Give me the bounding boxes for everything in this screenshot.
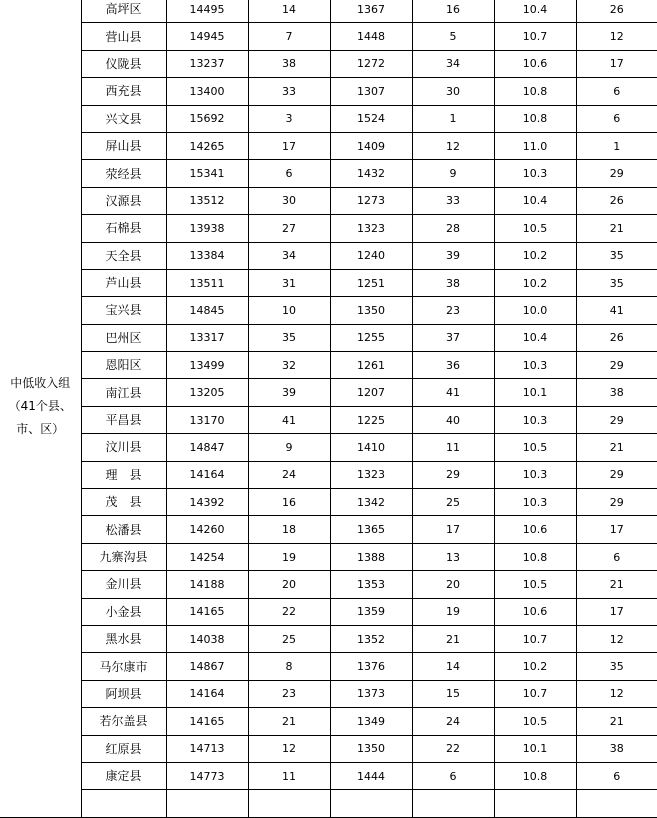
table-row: [0, 598, 657, 625]
income-cell: 14260: [166, 516, 248, 543]
rate-rank-cell: 38: [576, 379, 657, 406]
income-cell: 13237: [166, 50, 248, 77]
table-row: [0, 324, 657, 351]
income-rank-cell: 22: [248, 598, 330, 625]
rate-rank-cell: 29: [576, 352, 657, 379]
growth-amount-cell: 1352: [330, 625, 412, 652]
income-cell: 14038: [166, 625, 248, 652]
growth-amount-cell: 1432: [330, 160, 412, 187]
income-rank-cell: 24: [248, 461, 330, 488]
table-row: [0, 735, 657, 762]
county-name-cell: 红原县: [81, 735, 166, 762]
income-rank-cell: 8: [248, 653, 330, 680]
table-row: [0, 187, 657, 214]
rate-rank-cell: 1: [576, 132, 657, 159]
county-name-cell: 南江县: [81, 379, 166, 406]
growth-amount-cell: 1365: [330, 516, 412, 543]
growth-rate-cell: 10.8: [494, 78, 576, 105]
growth-rank-cell: 30: [412, 78, 494, 105]
growth-rank-cell: 16: [412, 0, 494, 23]
table-row: [0, 516, 657, 543]
income-cell: 14495: [166, 0, 248, 23]
growth-rank-cell: 40: [412, 406, 494, 433]
table-row: [0, 50, 657, 77]
income-cell: 13499: [166, 352, 248, 379]
growth-rank-cell: 6: [412, 762, 494, 789]
growth-amount-cell: 1273: [330, 187, 412, 214]
income-rank-cell: 38: [248, 50, 330, 77]
rate-rank-cell: 6: [576, 543, 657, 570]
growth-rate-cell: 10.7: [494, 23, 576, 50]
growth-rank-cell: 1: [412, 105, 494, 132]
income-rank-cell: 16: [248, 489, 330, 516]
income-rank-cell: 21: [248, 708, 330, 735]
growth-rate-cell: 10.2: [494, 653, 576, 680]
income-cell: 13205: [166, 379, 248, 406]
county-name-cell: 茂 县: [81, 489, 166, 516]
growth-amount-cell: [330, 790, 412, 817]
table-row: [0, 297, 657, 324]
group-label-line1: 中低收入组: [10, 375, 71, 390]
rate-rank-cell: 29: [576, 406, 657, 433]
rate-rank-cell: 21: [576, 215, 657, 242]
county-name-cell: 宝兴县: [81, 297, 166, 324]
rate-rank-cell: 21: [576, 434, 657, 461]
growth-rate-cell: 10.6: [494, 516, 576, 543]
county-name-cell: 石棉县: [81, 215, 166, 242]
growth-amount-cell: 1255: [330, 324, 412, 351]
growth-rate-cell: 10.8: [494, 543, 576, 570]
growth-rank-cell: 14: [412, 653, 494, 680]
county-name-cell: 高坪区: [81, 0, 166, 23]
growth-amount-cell: 1350: [330, 735, 412, 762]
income-rank-cell: 27: [248, 215, 330, 242]
county-name-cell: 恩阳区: [81, 352, 166, 379]
income-cell: 13511: [166, 269, 248, 296]
income-rank-cell: 25: [248, 625, 330, 652]
rate-rank-cell: 29: [576, 160, 657, 187]
income-rank-cell: 10: [248, 297, 330, 324]
income-cell: 14867: [166, 653, 248, 680]
rate-rank-cell: 12: [576, 23, 657, 50]
growth-rate-cell: 10.7: [494, 625, 576, 652]
county-name-cell: 屏山县: [81, 132, 166, 159]
growth-rate-cell: 10.4: [494, 324, 576, 351]
growth-rank-cell: 19: [412, 598, 494, 625]
income-cell: 13384: [166, 242, 248, 269]
county-name-cell: 芦山县: [81, 269, 166, 296]
income-rank-cell: 11: [248, 762, 330, 789]
table-row: [0, 653, 657, 680]
income-cell: 13938: [166, 215, 248, 242]
growth-rate-cell: 10.8: [494, 762, 576, 789]
income-cell: 15341: [166, 160, 248, 187]
growth-amount-cell: 1376: [330, 653, 412, 680]
income-cell: 14773: [166, 762, 248, 789]
income-rank-cell: 7: [248, 23, 330, 50]
growth-rank-cell: 37: [412, 324, 494, 351]
rate-rank-cell: 6: [576, 762, 657, 789]
table-row: [0, 680, 657, 707]
growth-rank-cell: 22: [412, 735, 494, 762]
table-row: [0, 215, 657, 242]
income-rank-cell: 18: [248, 516, 330, 543]
growth-amount-cell: 1444: [330, 762, 412, 789]
growth-amount-cell: 1323: [330, 215, 412, 242]
income-rank-cell: [248, 790, 330, 817]
group-label-cell: [0, 0, 81, 817]
rate-rank-cell: 21: [576, 708, 657, 735]
income-cell: 13317: [166, 324, 248, 351]
growth-rank-cell: 34: [412, 50, 494, 77]
rate-rank-cell: 41: [576, 297, 657, 324]
income-rank-cell: 41: [248, 406, 330, 433]
income-rank-cell: 33: [248, 78, 330, 105]
income-rank-cell: 34: [248, 242, 330, 269]
growth-rank-cell: 38: [412, 269, 494, 296]
growth-rate-cell: 10.3: [494, 160, 576, 187]
growth-amount-cell: 1410: [330, 434, 412, 461]
table-row: [0, 543, 657, 570]
county-name-cell: 兴文县: [81, 105, 166, 132]
growth-amount-cell: 1342: [330, 489, 412, 516]
table-row: [0, 105, 657, 132]
growth-amount-cell: 1323: [330, 461, 412, 488]
income-rank-cell: 12: [248, 735, 330, 762]
table-row: [0, 23, 657, 50]
income-cell: 14254: [166, 543, 248, 570]
table-row: [0, 406, 657, 433]
growth-rank-cell: 29: [412, 461, 494, 488]
growth-rank-cell: 11: [412, 434, 494, 461]
growth-rate-cell: 10.7: [494, 680, 576, 707]
rate-rank-cell: 6: [576, 78, 657, 105]
table-row: [0, 708, 657, 735]
table-row: [0, 379, 657, 406]
growth-rate-cell: 10.3: [494, 406, 576, 433]
growth-rank-cell: 9: [412, 160, 494, 187]
growth-amount-cell: 1448: [330, 23, 412, 50]
income-rank-cell: 3: [248, 105, 330, 132]
growth-amount-cell: 1240: [330, 242, 412, 269]
growth-amount-cell: 1207: [330, 379, 412, 406]
growth-rate-cell: 10.4: [494, 187, 576, 214]
table-row: [0, 762, 657, 789]
table-row: [0, 132, 657, 159]
growth-rate-cell: 10.5: [494, 708, 576, 735]
county-name-cell: 营山县: [81, 23, 166, 50]
income-cell: 14392: [166, 489, 248, 516]
group-label-line2: （41个县、: [8, 398, 72, 413]
county-name-cell: 黑水县: [81, 625, 166, 652]
growth-amount-cell: 1350: [330, 297, 412, 324]
income-cell: 14164: [166, 461, 248, 488]
table-row: [0, 461, 657, 488]
county-name-cell: 天全县: [81, 242, 166, 269]
income-rank-cell: 9: [248, 434, 330, 461]
income-cell: [166, 790, 248, 817]
table-row: [0, 269, 657, 296]
rate-rank-cell: 35: [576, 242, 657, 269]
growth-amount-cell: 1349: [330, 708, 412, 735]
rate-rank-cell: 17: [576, 598, 657, 625]
growth-rate-cell: 10.2: [494, 242, 576, 269]
income-rank-cell: 23: [248, 680, 330, 707]
growth-amount-cell: 1261: [330, 352, 412, 379]
county-name-cell: 平昌县: [81, 406, 166, 433]
growth-rate-cell: 10.5: [494, 215, 576, 242]
growth-rank-cell: 15: [412, 680, 494, 707]
county-name-cell: 汉源县: [81, 187, 166, 214]
table-row: [0, 78, 657, 105]
county-name-cell: 九寨沟县: [81, 543, 166, 570]
table-row: [0, 790, 657, 817]
growth-rank-cell: 33: [412, 187, 494, 214]
income-cell: 14847: [166, 434, 248, 461]
growth-amount-cell: 1251: [330, 269, 412, 296]
growth-rank-cell: 5: [412, 23, 494, 50]
growth-rank-cell: 25: [412, 489, 494, 516]
income-rank-cell: 17: [248, 132, 330, 159]
growth-amount-cell: 1409: [330, 132, 412, 159]
income-cell: 14265: [166, 132, 248, 159]
growth-rank-cell: 21: [412, 625, 494, 652]
income-cell: 14165: [166, 708, 248, 735]
growth-rate-cell: 10.2: [494, 269, 576, 296]
rate-rank-cell: 21: [576, 571, 657, 598]
growth-rate-cell: 10.3: [494, 352, 576, 379]
growth-rank-cell: 41: [412, 379, 494, 406]
income-rank-cell: 6: [248, 160, 330, 187]
county-name-cell: 康定县: [81, 762, 166, 789]
growth-amount-cell: 1367: [330, 0, 412, 23]
income-rank-cell: 14: [248, 0, 330, 23]
county-name-cell: 西充县: [81, 78, 166, 105]
income-cell: 14713: [166, 735, 248, 762]
growth-rate-cell: 10.5: [494, 571, 576, 598]
table-row: [0, 242, 657, 269]
growth-rate-cell: 10.1: [494, 735, 576, 762]
growth-amount-cell: 1373: [330, 680, 412, 707]
rate-rank-cell: 17: [576, 516, 657, 543]
growth-rate-cell: 10.6: [494, 598, 576, 625]
table-row: [0, 489, 657, 516]
growth-rate-cell: 10.8: [494, 105, 576, 132]
county-name-cell: 荥经县: [81, 160, 166, 187]
rate-rank-cell: 35: [576, 653, 657, 680]
growth-rate-cell: 10.5: [494, 434, 576, 461]
income-cell: 13512: [166, 187, 248, 214]
growth-rank-cell: 24: [412, 708, 494, 735]
county-name-cell: 若尔盖县: [81, 708, 166, 735]
county-name-cell: 巴州区: [81, 324, 166, 351]
growth-amount-cell: 1359: [330, 598, 412, 625]
rate-rank-cell: 29: [576, 461, 657, 488]
table-row: [0, 160, 657, 187]
rate-rank-cell: 6: [576, 105, 657, 132]
income-rank-cell: 32: [248, 352, 330, 379]
rate-rank-cell: 17: [576, 50, 657, 77]
rate-rank-cell: 38: [576, 735, 657, 762]
income-cell: 14164: [166, 680, 248, 707]
growth-rate-cell: 10.6: [494, 50, 576, 77]
table-row: [0, 625, 657, 652]
table-row: [0, 571, 657, 598]
growth-rate-cell: [494, 790, 576, 817]
growth-amount-cell: 1388: [330, 543, 412, 570]
income-rank-cell: 19: [248, 543, 330, 570]
growth-amount-cell: 1225: [330, 406, 412, 433]
income-rank-cell: 39: [248, 379, 330, 406]
rate-rank-cell: [576, 790, 657, 817]
rate-rank-cell: 26: [576, 0, 657, 23]
growth-rate-cell: 10.4: [494, 0, 576, 23]
growth-rate-cell: 10.0: [494, 297, 576, 324]
income-cell: 14945: [166, 23, 248, 50]
income-rank-cell: 35: [248, 324, 330, 351]
growth-rank-cell: 13: [412, 543, 494, 570]
county-name-cell: [81, 790, 166, 817]
growth-rank-cell: 17: [412, 516, 494, 543]
rate-rank-cell: 35: [576, 269, 657, 296]
group-label-line3: 市、区）: [16, 421, 65, 436]
growth-rank-cell: [412, 790, 494, 817]
growth-rank-cell: 12: [412, 132, 494, 159]
income-rank-cell: 20: [248, 571, 330, 598]
county-name-cell: 松潘县: [81, 516, 166, 543]
growth-rank-cell: 23: [412, 297, 494, 324]
table-row: [0, 352, 657, 379]
growth-rate-cell: 11.0: [494, 132, 576, 159]
county-name-cell: 小金县: [81, 598, 166, 625]
rate-rank-cell: 12: [576, 680, 657, 707]
rate-rank-cell: 29: [576, 489, 657, 516]
county-name-cell: 马尔康市: [81, 653, 166, 680]
growth-rank-cell: 39: [412, 242, 494, 269]
county-name-cell: 理 县: [81, 461, 166, 488]
growth-rate-cell: 10.3: [494, 489, 576, 516]
growth-rank-cell: 20: [412, 571, 494, 598]
income-cell: 13400: [166, 78, 248, 105]
growth-amount-cell: 1307: [330, 78, 412, 105]
growth-amount-cell: 1353: [330, 571, 412, 598]
income-cell: 15692: [166, 105, 248, 132]
growth-amount-cell: 1272: [330, 50, 412, 77]
growth-rate-cell: 10.1: [494, 379, 576, 406]
growth-amount-cell: 1524: [330, 105, 412, 132]
table-row: [0, 434, 657, 461]
table-row: [0, 0, 657, 23]
growth-rank-cell: 28: [412, 215, 494, 242]
rate-rank-cell: 26: [576, 187, 657, 214]
income-rank-cell: 30: [248, 187, 330, 214]
county-name-cell: 仪陇县: [81, 50, 166, 77]
county-name-cell: 汶川县: [81, 434, 166, 461]
rate-rank-cell: 26: [576, 324, 657, 351]
income-rank-cell: 31: [248, 269, 330, 296]
growth-rank-cell: 36: [412, 352, 494, 379]
county-name-cell: 阿坝县: [81, 680, 166, 707]
income-cell: 13170: [166, 406, 248, 433]
income-cell: 14165: [166, 598, 248, 625]
income-cell: 14845: [166, 297, 248, 324]
growth-rate-cell: 10.3: [494, 461, 576, 488]
income-cell: 14188: [166, 571, 248, 598]
rate-rank-cell: 12: [576, 625, 657, 652]
county-name-cell: 金川县: [81, 571, 166, 598]
